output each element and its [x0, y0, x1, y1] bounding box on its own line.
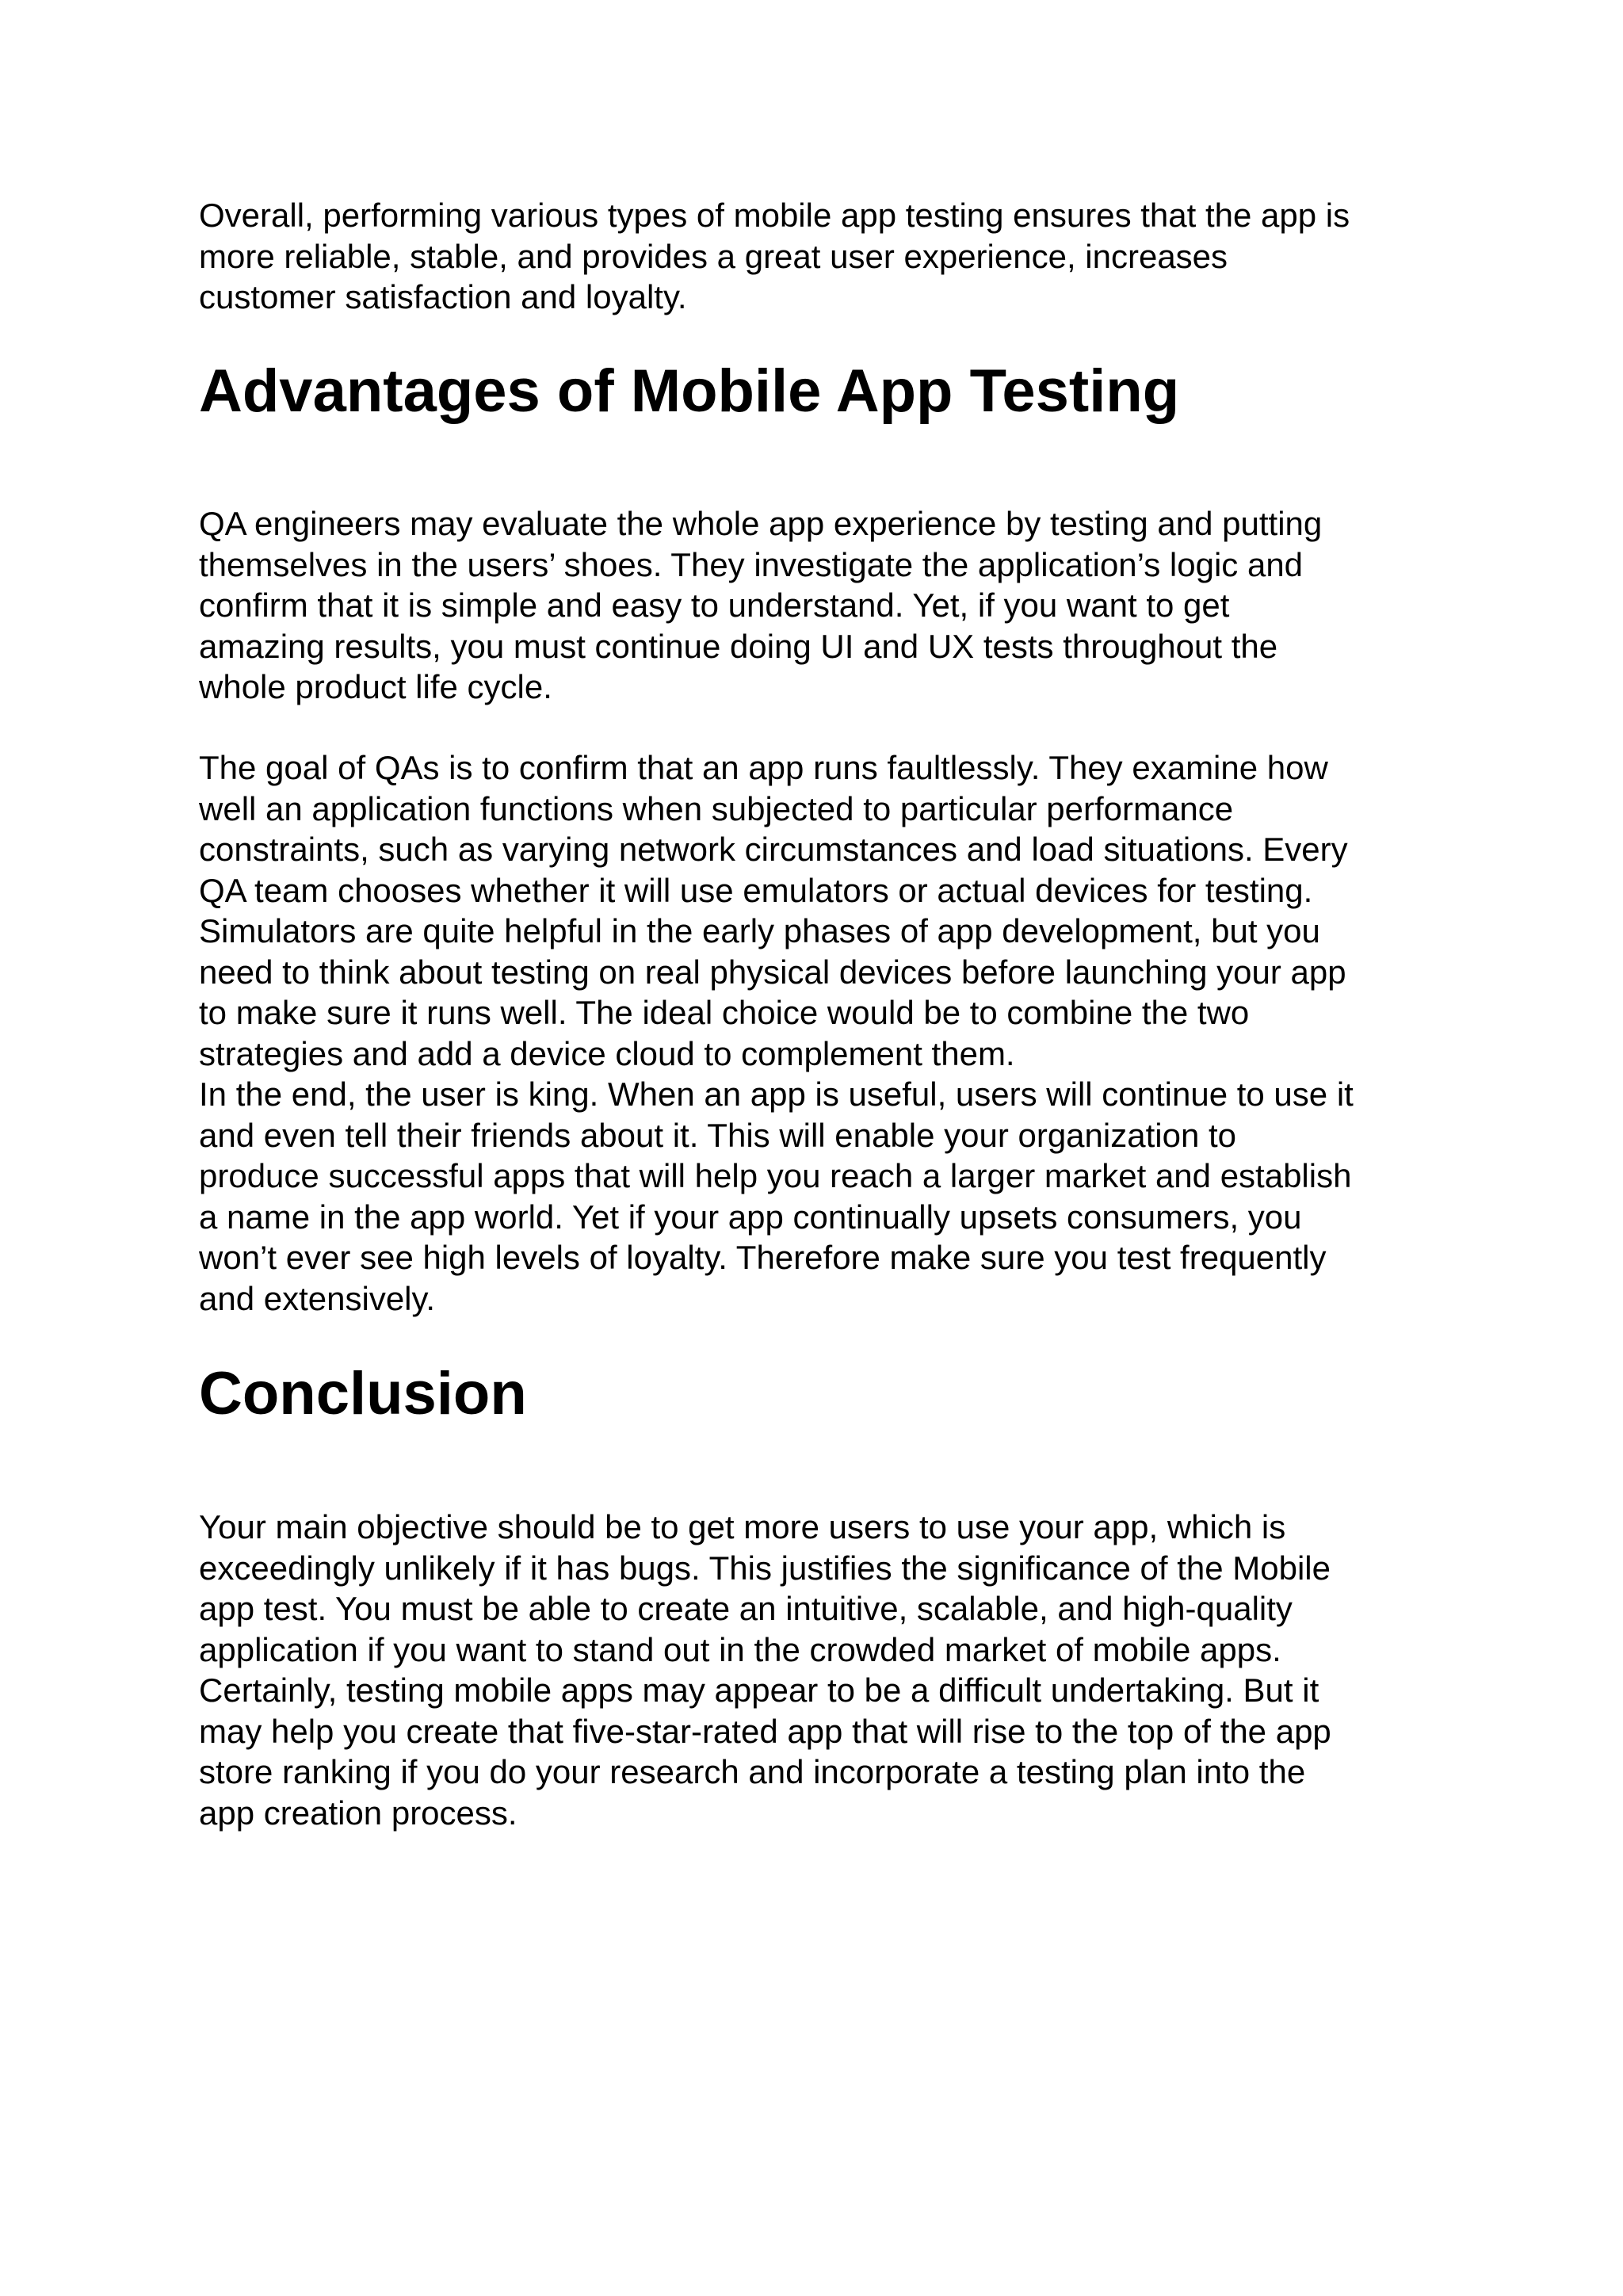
text-line: QA team chooses whether it will use emulators or actual devices for testing. [199, 871, 1313, 909]
text-line: Certainly, testing mobile apps may appear to be a difficult undertaking. But it [199, 1671, 1319, 1709]
text-line: customer satisfaction and loyalty. [199, 278, 687, 315]
text-line: confirm that it is simple and easy to understand. Yet, if you want to get [199, 586, 1230, 624]
heading-advantages: Advantages of Mobile App Testing [199, 357, 1180, 425]
text-line: constraints, such as varying network circumstances and load situations. Every [199, 831, 1348, 868]
text-line: Overall, performing various types of mobile app testing ensures that the app is [199, 197, 1350, 234]
text-line: to make sure it runs well. The ideal choice would be to combine the two [199, 994, 1250, 1031]
text-line: store ranking if you do your research and incorporate a testing plan into the [199, 1753, 1306, 1790]
advantages-paragraph-1 [199, 503, 1475, 708]
text-line: and even tell their friends about it. This will enable your organization to [199, 1116, 1236, 1154]
text-line: may help you create that five-star-rated app that will rise to the top of the app [199, 1712, 1331, 1750]
text-line: and extensively. [199, 1279, 436, 1317]
text-line: produce successful apps that will help you reach a larger market and establish [199, 1157, 1352, 1194]
text-line: whole product life cycle. [199, 668, 552, 705]
text-line: The goal of QAs is to confirm that an app runs faultlessly. They examine how [199, 749, 1328, 786]
text-line: Simulators are quite helpful in the early phases of app development, but you [199, 912, 1320, 949]
intro-paragraph [199, 195, 1475, 318]
text-line: In the end, the user is king. When an app is useful, users will continue to use it [199, 1075, 1354, 1113]
advantages-paragraph-2 [199, 747, 1475, 1319]
text-line: app test. You must be able to create an intuitive, scalable, and high-quality [199, 1590, 1293, 1627]
text-line: well an application functions when subjected to particular performance [199, 789, 1234, 827]
heading-conclusion: Conclusion [199, 1360, 527, 1427]
text-line: strategies and add a device cloud to complement them. [199, 1034, 1015, 1072]
text-line: need to think about testing on real physical devices before launching your app [199, 953, 1346, 991]
text-line: exceedingly unlikely if it has bugs. This justifies the significance of the Mobile [199, 1549, 1331, 1587]
text-line: Your main objective should be to get more users to use your app, which is [199, 1508, 1286, 1545]
text-line: amazing results, you must continue doing UI and UX tests throughout the [199, 627, 1278, 665]
text-line: app creation process. [199, 1794, 517, 1832]
text-line: QA engineers may evaluate the whole app experience by testing and putting [199, 505, 1323, 542]
text-line: won’t ever see high levels of loyalty. Therefore make sure you test frequently [199, 1239, 1327, 1276]
conclusion-paragraph [199, 1507, 1475, 1833]
text-line: more reliable, stable, and provides a great user experience, increases [199, 237, 1228, 275]
text-line: themselves in the users’ shoes. They investigate the application’s logic and [199, 545, 1304, 583]
text-line: a name in the app world. Yet if your app continually upsets consumers, you [199, 1198, 1302, 1236]
text-line: application if you want to stand out in the crowded market of mobile apps. [199, 1630, 1281, 1668]
